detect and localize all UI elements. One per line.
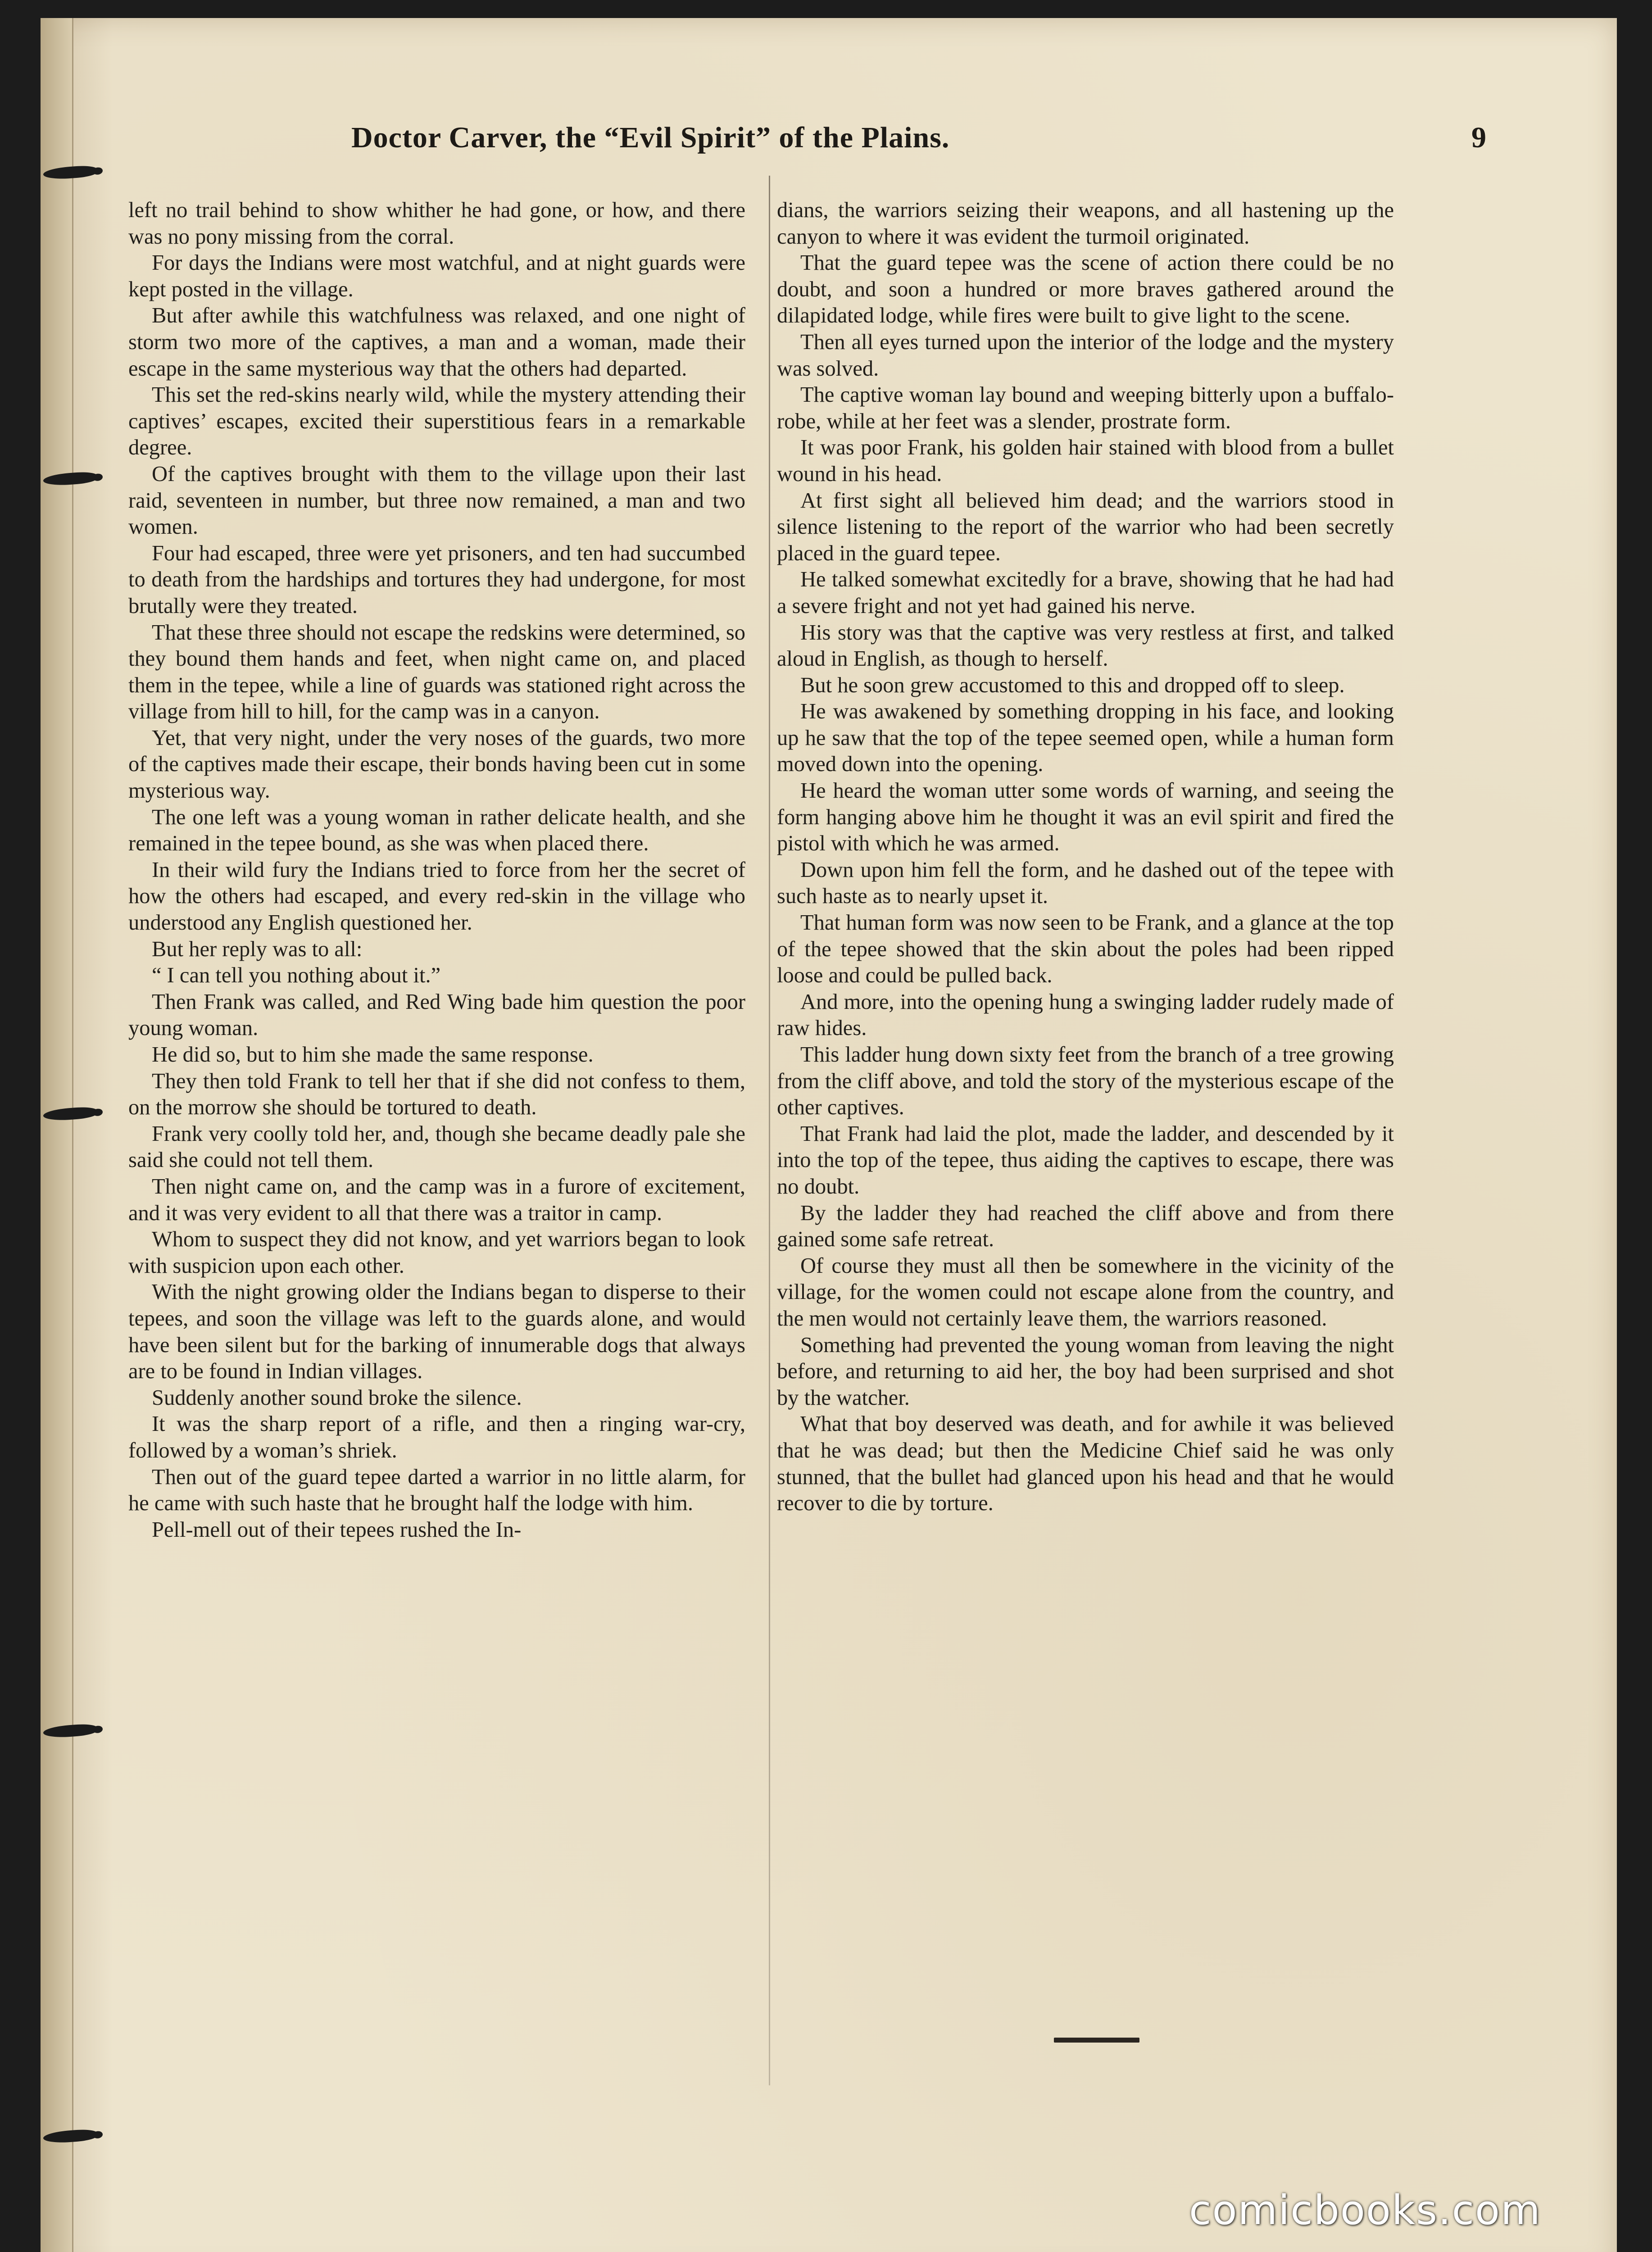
paragraph: Of course they must all then be somewhere in the vicinity of the village, for the women could not escape alone from the country, and the men would not certainly leave them, the warriors reasoned. xyxy=(777,1253,1394,1330)
paragraph: Pell-mell out of their tepees rushed the In- xyxy=(152,1517,522,1542)
paragraph: dians, the warriors seizing their weapons, and all hastening up the canyon to where it was evident the turmoil originated. xyxy=(777,198,1394,249)
paragraph: That Frank had laid the plot, made the ladder, and descended by it into the top of the tepee, thus aiding the captives to escape, there was no doubt. xyxy=(777,1121,1394,1199)
paragraph: This set the red-skins nearly wild, while the mystery attending their captives’ escapes, excited their superstitious fears in a remarkable degree. xyxy=(128,383,745,460)
paragraph: Then night came on, and the camp was in a furore of excitement, and it was very evident to all that there was a traitor in camp. xyxy=(128,1174,745,1225)
paragraph: For days the Indians were most watchful, and at night guards were kept posted in the village. xyxy=(128,251,745,301)
paragraph: Down upon him fell the form, and he dashed out of the tepee with such haste as to nearly upset it. xyxy=(777,858,1394,908)
end-rule xyxy=(1054,2038,1139,2043)
paragraph: Yet, that very night, under the very noses of the guards, two more of the captives made their escape, their bonds having been cut in some mysterious way. xyxy=(128,726,745,803)
paragraph: That human form was now seen to be Frank, and a glance at the top of the tepee showed that the skin about the poles had been ripped loose and could be pulled back. xyxy=(777,911,1394,988)
paragraph: Something had prevented the young woman from leaving the night before, and returning to aid her, the boy had been surprised and shot by the watcher. xyxy=(777,1333,1394,1410)
paragraph: This ladder hung down sixty feet from the branch of a tree growing from the cliff above, and told the story of the mysterious escape of the other captives. xyxy=(777,1043,1394,1120)
paragraph: Suddenly another sound broke the silence. xyxy=(152,1385,522,1410)
paragraph: He did so, but to him she made the same response. xyxy=(152,1043,594,1067)
paragraph: Whom to suspect they did not know, and yet warriors began to look with suspicion upon each other. xyxy=(128,1227,745,1278)
paragraph: What that boy deserved was death, and for awhile it was believed that he was dead; but then the Medicine Chief said he was only stunned, that the bullet had glanced upon his head and that he would recover to die by torture. xyxy=(777,1412,1394,1516)
paragraph: It was the sharp report of a rifle, and then a ringing war-cry, followed by a woman’s shriek. xyxy=(128,1412,745,1462)
column-divider xyxy=(769,176,770,2085)
page-header xyxy=(351,121,1486,175)
watermark: comicbooks.com xyxy=(1189,2187,1541,2234)
paragraph: It was poor Frank, his golden hair stained with blood from a bullet wound in his head. xyxy=(777,436,1394,486)
paragraph: He was awakened by something dropping in his face, and looking up he saw that the top of the tepee seemed open, while a human form moved down into the opening. xyxy=(777,699,1394,776)
paragraph: Frank very coolly told her, and, though she became deadly pale she said she could not tell them. xyxy=(128,1121,745,1172)
paragraph: And more, into the opening hung a swinging ladder rudely made of raw hides. xyxy=(777,990,1394,1040)
running-title: Doctor Carver, the “Evil Spirit” of the Plains. xyxy=(351,121,950,154)
paragraph: “ I can tell you nothing about it.” xyxy=(152,963,441,988)
paragraph: Then out of the guard tepee darted a warrior in no little alarm, for he came with such haste that he brought half the lodge with him. xyxy=(128,1465,745,1516)
paragraph: At first sight all believed him dead; and the warriors stood in silence listening to the report of the warrior who had been secretly placed in the guard tepee. xyxy=(777,488,1394,565)
paragraph: Of the captives brought with them to the village upon their last raid, seventeen in number, but three now remained, a man and two women. xyxy=(128,462,745,539)
paragraph: But her reply was to all: xyxy=(152,937,363,961)
paragraph: left no trail behind to show whither he had gone, or how, and there was no pony missing from the corral. xyxy=(128,198,745,249)
paragraph: The captive woman lay bound and weeping bitterly upon a buffalo-robe, while at her feet was a slender, prostrate form. xyxy=(777,383,1394,433)
paragraph: He talked somewhat excitedly for a brave, showing that he had had a severe fright and not yet had gained his nerve. xyxy=(777,568,1394,618)
paragraph: But after awhile this watchfulness was relaxed, and one night of storm two more of the captives, a man and a woman, made their escape in the same mysterious way that the others had departed. xyxy=(128,304,745,381)
paragraph: In their wild fury the Indians tried to force from her the secret of how the others had escaped, and every red-skin in the village who understood any English questioned her. xyxy=(128,858,745,935)
paragraph: That the guard tepee was the scene of action there could be no doubt, and soon a hundred or more braves gathered around the dilapidated lodge, while fires were built to give light to the scene. xyxy=(777,251,1394,328)
paragraph: Four had escaped, three were yet prisoners, and ten had succumbed to death from the hardships and tortures they had undergone, for most brutally were they treated. xyxy=(128,541,745,618)
text-column-right xyxy=(777,197,1394,2089)
paragraph: He heard the woman utter some words of warning, and seeing the form hanging above him he thought it was an evil spirit and fired the pistol with which he was armed. xyxy=(777,779,1394,856)
paragraph: But he soon grew accustomed to this and dropped off to sleep. xyxy=(800,673,1345,697)
paragraph: The one left was a young woman in rather delicate health, and she remained in the tepee bound, as she was when placed there. xyxy=(128,805,745,856)
paragraph: That these three should not escape the redskins were determined, so they bound them hands and feet, when night came on, and placed them in the tepee, while a line of guards was stationed right across the village from hill to hill, for the camp was in a canyon. xyxy=(128,620,745,724)
text-column-left xyxy=(128,197,745,2089)
paragraph: Then all eyes turned upon the interior of the lodge and the mystery was solved. xyxy=(777,330,1394,381)
paragraph: His story was that the captive was very restless at first, and talked aloud in English, as though to herself. xyxy=(777,620,1394,671)
paragraph: Then Frank was called, and Red Wing bade him question the poor young woman. xyxy=(128,990,745,1040)
paragraph: By the ladder they had reached the cliff above and from there gained some safe retreat. xyxy=(777,1201,1394,1252)
paragraph: With the night growing older the Indians began to disperse to their tepees, and soon the village was left to the guards alone, and would have been silent but for the barking of innumerable dogs that always are to be found in Indian villages. xyxy=(128,1280,745,1384)
binding-edge xyxy=(41,18,73,2252)
paragraph: They then told Frank to tell her that if she did not confess to them, on the morrow she should be tortured to death. xyxy=(128,1069,745,1120)
page-number: 9 xyxy=(1471,121,1486,154)
